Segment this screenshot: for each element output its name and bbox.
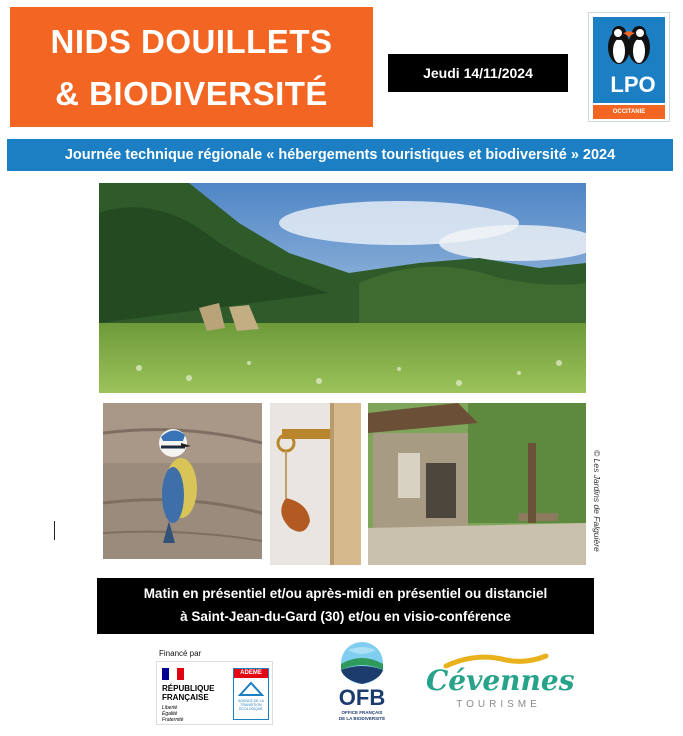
funded-by-label: Financé par	[159, 649, 202, 658]
ofb-emblem-icon	[328, 640, 396, 686]
ademe-mark-icon	[234, 680, 268, 698]
republique-francaise-text: RÉPUBLIQUE FRANÇAISE	[162, 684, 215, 702]
event-title-line1: NIDS DOUILLETS	[50, 23, 333, 60]
lpo-logo	[588, 12, 670, 122]
cevennes-logo-text: Cévennes	[426, 664, 575, 697]
blue-tit-photo	[103, 403, 262, 559]
event-date: Jeudi 14/11/2024	[388, 54, 568, 92]
cevennes-logo-subtitle: TOURISME	[456, 699, 541, 710]
attendance-info-line1: Matin en présentiel et/ou après-midi en présentiel ou distanciel	[143, 586, 548, 601]
meadow-lounge-chairs-photo	[99, 183, 586, 393]
ofb-subtitle: OFFICE FRANÇAIS DE LA BIODIVERSITÉ	[338, 710, 386, 721]
key-photo	[270, 403, 361, 565]
lpo-region: OCCITANIE	[593, 105, 665, 119]
stone-shelter-photo	[368, 403, 586, 565]
ofb-logo-text: OFB	[338, 685, 386, 710]
republique-francaise-motto: Liberté Égalité Fraternité	[162, 705, 184, 723]
attendance-info-line2: à Saint-Jean-du-Gard (30) et/ou en visio-conférence	[180, 609, 511, 624]
attendance-info	[97, 578, 594, 634]
cevennes-tourisme-logo	[426, 650, 575, 720]
ofb-logo	[328, 640, 396, 730]
photo-credit-text: © Les Jardins de Falguière	[592, 450, 602, 552]
photo-credit	[584, 450, 604, 560]
event-title-box	[10, 7, 373, 127]
lpo-logo-background	[593, 17, 665, 103]
marianne-icon	[162, 668, 184, 680]
lpo-logo-text: LPO	[610, 72, 656, 97]
puffin-icon	[593, 17, 665, 72]
ademe-logo	[233, 668, 269, 720]
text-cursor	[54, 521, 55, 540]
event-title-line2: & BIODIVERSITÉ	[55, 75, 328, 112]
ademe-subtitle: AGENCE DE LA TRANSITION ÉCOLOGIQUE	[238, 699, 264, 711]
subtitle-banner: Journée technique régionale « hébergements touristiques et biodiversité » 2024	[7, 139, 673, 171]
ademe-logo-text: ADEME	[234, 669, 268, 678]
